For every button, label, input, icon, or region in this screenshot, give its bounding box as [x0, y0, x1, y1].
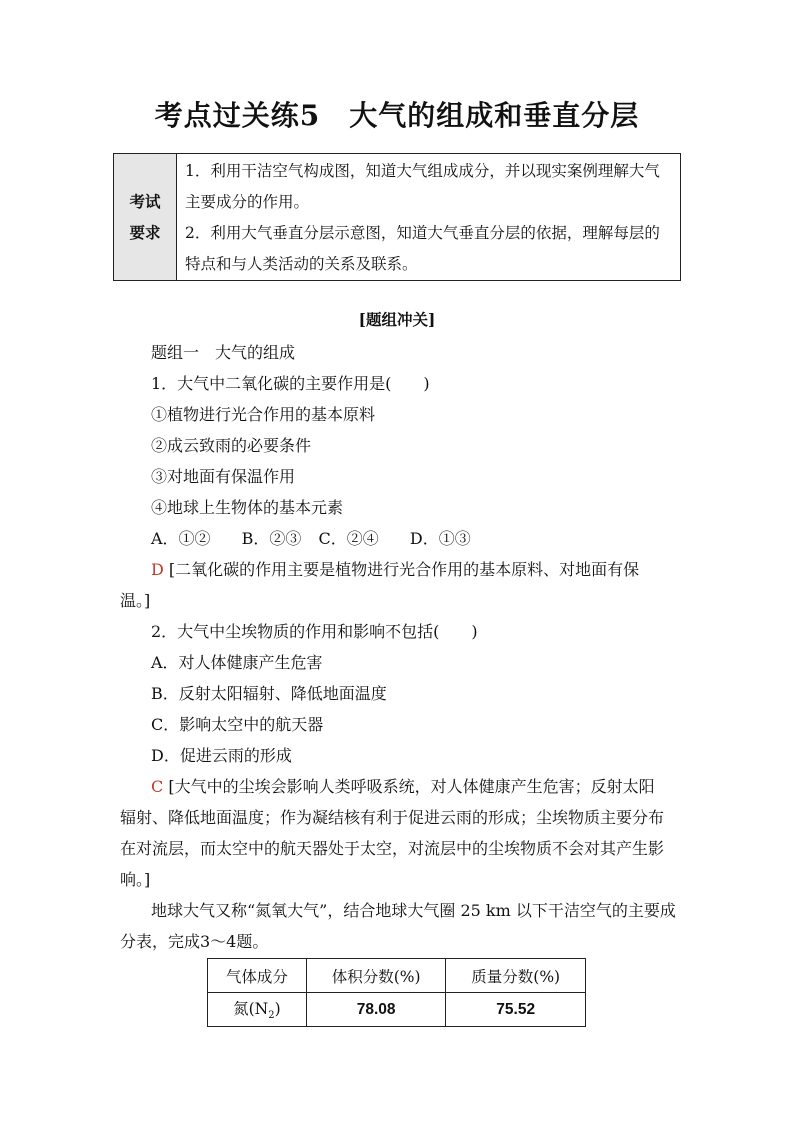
- requirements-label-line2: 要求: [129, 223, 161, 242]
- q2-answer: C: [151, 777, 164, 796]
- gas-name-subscript: 2: [268, 1010, 275, 1022]
- gas-name-prefix: 氮(N: [233, 1000, 269, 1019]
- requirements-label: [114, 154, 177, 281]
- q1-explanation-text: [二氧化碳的作用主要是植物进行光合作用的基本原料、对地面有保: [168, 560, 640, 579]
- table-cell-gas: [208, 993, 307, 1027]
- group1-heading: 题组一 大气的组成: [151, 343, 296, 362]
- gas-name-suffix: ): [274, 1000, 281, 1019]
- q1-option-2: ②成云致雨的必要条件: [151, 436, 312, 455]
- table-header-gas: 气体成分: [208, 959, 307, 993]
- intro-line1: 地球大气又称“氮氧大气”，结合地球大气圈 25 km 以下干洁空气的主要成: [151, 901, 676, 920]
- q1-choice-d: D．①③: [409, 529, 471, 548]
- q1-option-4: ④地球上生物体的基本元素: [151, 498, 344, 517]
- q2-explanation-line1: [120, 771, 680, 802]
- q2-stem: 2．大气中尘埃物质的作用和影响不包括( ): [151, 622, 478, 641]
- q1-option-3: ③对地面有保温作用: [151, 467, 296, 486]
- table-cell-volume: 78.08: [306, 993, 446, 1027]
- q2-choice-a: A．对人体健康产生危害: [151, 653, 323, 672]
- table-header-mass: 质量分数(%): [446, 959, 586, 993]
- requirement-1-line2: 主要成分的作用。: [185, 193, 310, 211]
- q1-choice-a: A．①②: [151, 529, 211, 548]
- q1-stem: 1．大气中二氧化碳的主要作用是( ): [151, 374, 430, 393]
- q1-choices: [120, 523, 680, 554]
- q1-explanation-line1: [120, 554, 680, 585]
- q2-explanation-text: [大气中的尘埃会影响人类呼吸系统，对人体健康产生危害；反射太阳: [168, 777, 655, 796]
- q1-choice-b: B．②③: [241, 529, 302, 548]
- requirement-1-line1: 1．利用干洁空气构成图，知道大气组成成分，并以现实案例理解大气: [185, 162, 660, 180]
- table-header-volume: 体积分数(%): [306, 959, 446, 993]
- requirements-content: [177, 154, 681, 281]
- requirements-label-line1: 考试: [129, 192, 161, 211]
- section-heading: [题组冲关]: [358, 310, 436, 329]
- q1-option-1: ①植物进行光合作用的基本原料: [151, 405, 376, 424]
- requirement-2-line1: 2．利用大气垂直分层示意图，知道大气垂直分层的依据，理解每层的: [185, 224, 660, 242]
- q2-explanation-line2: 辐射、降低地面温度；作为凝结核有利于促进云雨的形成；尘埃物质主要分布: [120, 808, 665, 827]
- q1-explanation-line2: 温。]: [120, 591, 151, 610]
- table-row: [208, 993, 586, 1027]
- q1-choice-c: C．②④: [318, 529, 379, 548]
- intro-line2: 分表，完成3～4题。: [120, 932, 269, 951]
- q2-choice-c: C．影响太空中的航天器: [151, 715, 324, 734]
- q2-choice-d: D．促进云雨的形成: [151, 746, 292, 765]
- question-body: [120, 337, 680, 957]
- q2-explanation-line4: 响。]: [120, 870, 151, 889]
- requirement-2-line2: 特点和与人类活动的关系及联系。: [185, 255, 418, 273]
- table-cell-mass: 75.52: [446, 993, 586, 1027]
- q2-explanation-line3: 在对流层，而太空中的航天器处于太空，对流层中的尘埃物质不会对其产生影: [120, 839, 665, 858]
- requirements-table: [113, 153, 681, 281]
- q2-choice-b: B．反射太阳辐射、降低地面温度: [151, 684, 387, 703]
- table-header-row: [208, 959, 586, 993]
- gas-composition-table: [207, 958, 586, 1027]
- page-title: 考点过关练5 大气的组成和垂直分层: [154, 99, 640, 132]
- q1-answer: D: [151, 560, 164, 579]
